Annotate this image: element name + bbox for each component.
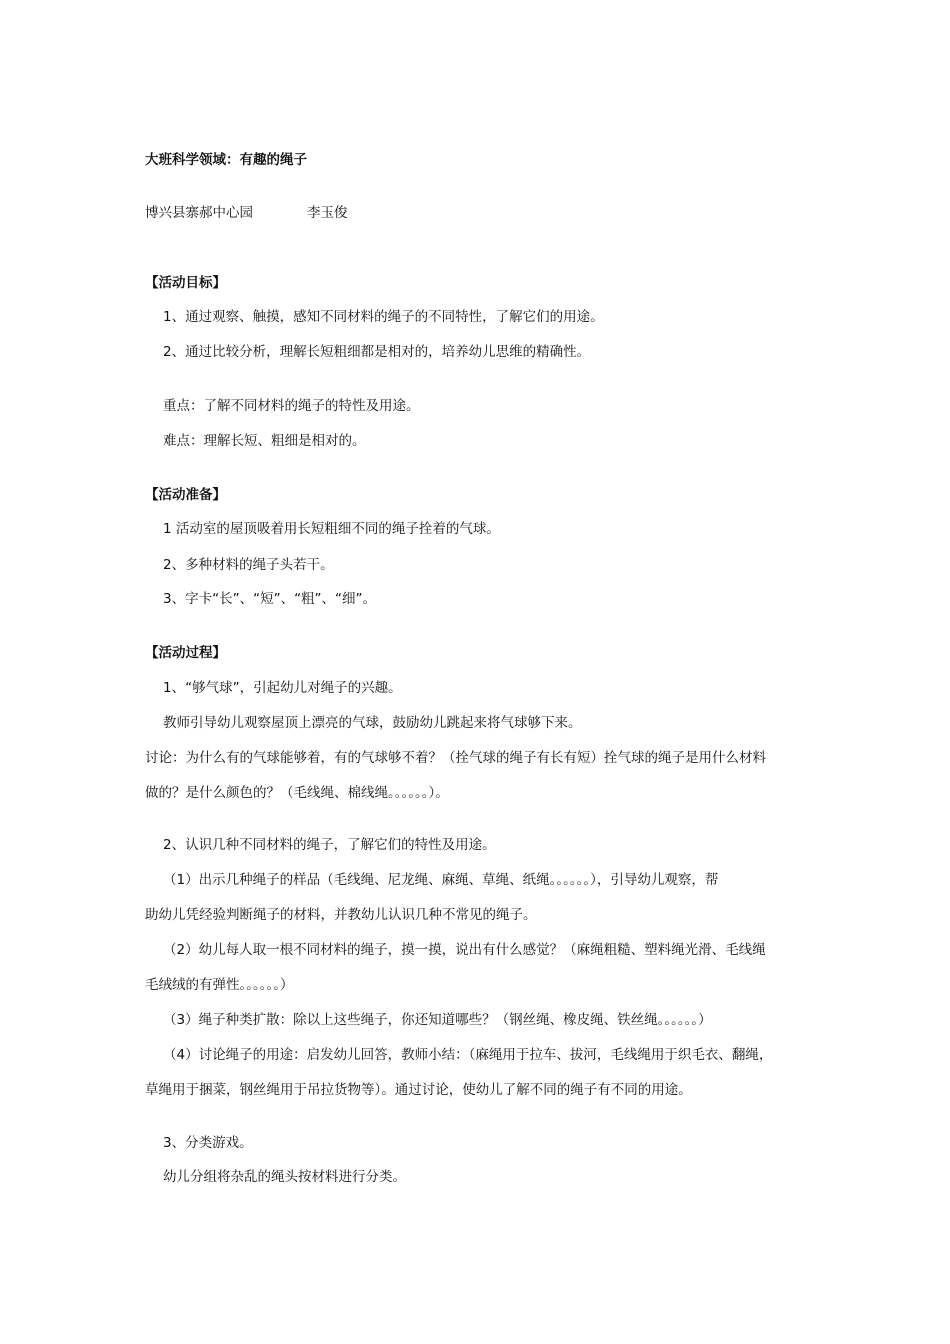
step-3-title: 3、分类游戏。 — [163, 1135, 253, 1151]
step-1-paragraph: 教师引导幼儿观察屋顶上漂亮的气球，鼓励幼儿跳起来将气球够下来。 — [163, 715, 582, 731]
prep-item-1: 1 活动室的屋顶吸着用长短粗细不同的绳子拴着的气球。 — [163, 521, 500, 537]
document-title: 大班科学领域：有趣的绳子 — [145, 152, 307, 168]
prep-item-3: 3、字卡“长”、“短”、“粗”、“细”。 — [163, 591, 377, 607]
step-1-discussion-line-2: 做的？是什么颜色的？（毛线绳、棉线绳。。。。。。）。 — [145, 785, 449, 801]
step-2-4-line-2: 草绳用于捆菜，钢丝绳用于吊拉货物等）。通过讨论，使幼儿了解不同的绳子有不同的用途。 — [145, 1082, 692, 1098]
step-2-2-line-1: （2）幼儿每人取一根不同材料的绳子，摸一摸，说出有什么感觉？（麻绳粗糙、塑料绳光滑、毛线绳 — [163, 942, 766, 958]
step-2-4-line-1: （4）讨论绳子的用途：启发幼儿回答，教师小结：（麻绳用于拉车、拔河，毛线绳用于织毛衣、翻绳， — [163, 1047, 773, 1063]
step-1-title: 1、“够气球”，引起幼儿对绳子的兴趣。 — [163, 680, 402, 696]
step-2-2-line-2: 毛绒绒的有弹性。。。。。。） — [145, 977, 294, 993]
step-2-1-line-2: 助幼儿凭经验判断绳子的材料，并教幼儿认识几种不常见的绳子。 — [145, 907, 537, 923]
step-2-title: 2、认识几种不同材料的绳子，了解它们的特性及用途。 — [163, 837, 496, 853]
step-1-discussion-line-1: 讨论：为什么有的气球能够着，有的气球够不着？（拴气球的绳子有长有短）拴气球的绳子是用什么材料 — [145, 750, 766, 766]
goal-item-2: 2、通过比较分析，理解长短粗细都是相对的，培养幼儿思维的精确性。 — [163, 344, 591, 360]
organization: 博兴县寨郝中心园 — [145, 205, 253, 221]
step-3-paragraph: 幼儿分组将杂乱的绳头按材料进行分类。 — [163, 1169, 406, 1185]
author-name: 李玉俊 — [307, 205, 348, 221]
goal-item-1: 1、通过观察、触摸，感知不同材料的绳子的不同特性，了解它们的用途。 — [163, 309, 604, 325]
section-heading-prep: 【活动准备】 — [145, 487, 226, 503]
key-point: 重点：了解不同材料的绳子的特性及用途。 — [163, 398, 420, 414]
section-heading-goals: 【活动目标】 — [145, 275, 226, 291]
step-2-3: （3）绳子种类扩散：除以上这些绳子，你还知道哪些？（钢丝绳、橡皮绳、铁丝绳。。。。。。） — [163, 1012, 712, 1028]
step-2-1-line-1: （1）出示几种绳子的样品（毛线绳、尼龙绳、麻绳、草绳、纸绳。。。。。。），引导幼儿观察，帮 — [163, 872, 719, 888]
prep-item-2: 2、多种材料的绳子头若干。 — [163, 557, 334, 573]
section-heading-process: 【活动过程】 — [145, 645, 226, 661]
difficulty-point: 难点：理解长短、粗细是相对的。 — [163, 433, 366, 449]
